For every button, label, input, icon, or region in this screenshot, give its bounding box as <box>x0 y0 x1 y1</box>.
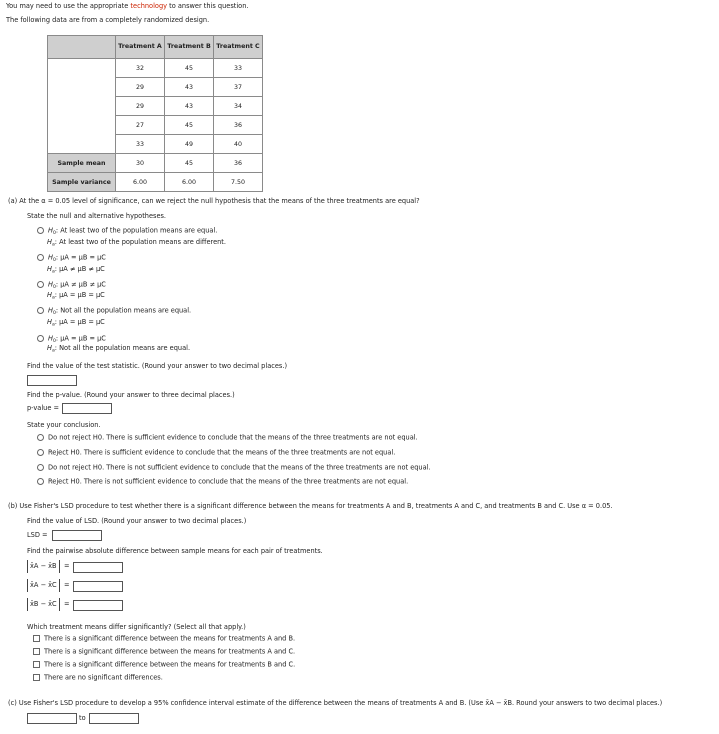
equals-ab: = <box>64 562 70 570</box>
table-cell: 49 <box>165 135 214 154</box>
table-row <box>48 59 263 78</box>
conclusion-1-text: Do not reject H0. There is sufficient evidence to conclude that the means of the three treatments are not equal. <box>48 433 418 442</box>
data-table <box>47 35 263 192</box>
diff-ac-input[interactable] <box>73 581 123 592</box>
hypothesis-option-5-ha: $H_a$: Not all the population means are equal. <box>47 344 191 354</box>
radio-button[interactable] <box>37 449 44 456</box>
hypothesis-option-1[interactable]: $H_0$: At least two of the population means are equal. <box>37 227 217 236</box>
hypothesis-option-2-ha: $H_a$: μA ≠ μB ≠ μC <box>47 265 105 275</box>
hypothesis-option-2[interactable]: $H_0$: μA = μB = μC <box>37 254 106 263</box>
conclusion-option-3[interactable] <box>37 464 431 472</box>
sample-variance-label: Sample variance <box>48 173 116 192</box>
table-cell: 45 <box>165 154 214 173</box>
abs-diff-bc: x̄B − x̄C <box>27 598 60 611</box>
checkbox[interactable] <box>33 648 40 655</box>
sample-mean-label: Sample mean <box>48 154 116 173</box>
option-5-h0: : μA = μB = μC <box>55 334 106 343</box>
checkbox[interactable] <box>33 661 40 668</box>
table-cell: 6.00 <box>165 173 214 192</box>
option-4-ha: : μA = μB = μC <box>54 318 105 326</box>
table-cell: 32 <box>116 59 165 78</box>
sample-variance-row <box>48 173 263 192</box>
pairwise-label: Find the pairwise absolute difference between sample means for each pair of treatments. <box>27 547 323 555</box>
test-statistic-input[interactable] <box>27 375 77 386</box>
hypothesis-option-5[interactable]: $H_0$: μA = μB = μC <box>37 335 106 344</box>
option-3-ha: : μA = μB = μC <box>54 291 105 299</box>
p-value-label: p-value = <box>27 404 60 412</box>
find-test-statistic-label: Find the value of the test statistic. (Round your answer to two decimal places.) <box>27 362 288 370</box>
conclusion-option-1[interactable] <box>37 434 418 442</box>
ci-upper-input[interactable] <box>89 713 139 724</box>
checkbox-option-4[interactable] <box>33 674 163 682</box>
table-cell: 43 <box>165 97 214 116</box>
table-cell: 30 <box>116 154 165 173</box>
option-4-h0: : Not all the population means are equal. <box>55 306 192 315</box>
checkbox[interactable] <box>33 635 40 642</box>
technology-link[interactable]: technology <box>130 2 168 10</box>
option-3-h0: : μA ≠ μB ≠ μC <box>55 280 106 289</box>
radio-button[interactable] <box>37 307 44 314</box>
table-cell: 7.50 <box>214 173 263 192</box>
table-cell: 36 <box>214 154 263 173</box>
conclusion-4-text: Reject H0. There is not sufficient evidence to conclude that the means of the three treatments are not equal. <box>48 477 409 486</box>
radio-button[interactable] <box>37 464 44 471</box>
table-cell: 29 <box>116 78 165 97</box>
option-1-ha: : At least two of the population means are different. <box>54 238 226 246</box>
table-cell: 33 <box>116 135 165 154</box>
option-2-ha: : μA ≠ μB ≠ μC <box>54 265 105 273</box>
header-treatment-c: Treatment C <box>214 36 263 59</box>
diff-bc-input[interactable] <box>73 600 123 611</box>
find-p-value-label: Find the p-value. (Round your answer to three decimal places.) <box>27 391 235 399</box>
part-a-question: (a) At the α = 0.05 level of significance, can we reject the null hypothesis that the means of the three treatments are equal? <box>8 197 420 205</box>
lsd-label: LSD = <box>27 531 48 539</box>
table-cell: 45 <box>165 116 214 135</box>
radio-button[interactable] <box>37 227 44 234</box>
table-cell: 27 <box>116 116 165 135</box>
radio-button[interactable] <box>37 478 44 485</box>
conclusion-option-2[interactable] <box>37 449 395 457</box>
abs-diff-ab: x̄A − x̄B <box>27 560 60 573</box>
table-cell: 6.00 <box>116 173 165 192</box>
table-header-row <box>48 36 263 59</box>
checkbox-1-text: There is a significant difference between the means for treatments A and B. <box>44 634 296 643</box>
intro-line-1 <box>6 3 248 11</box>
intro-text: You may need to use the appropriate <box>6 2 131 10</box>
radio-button[interactable] <box>37 254 44 261</box>
option-1-h0: : At least two of the population means are equal. <box>55 226 218 235</box>
option-2-h0: : μA = μB = μC <box>55 253 106 262</box>
hypothesis-option-3-ha: $H_a$: μA = μB = μC <box>47 291 105 301</box>
diff-ab-input[interactable] <box>73 562 123 573</box>
checkbox-4-text: There are no significant differences. <box>44 673 163 682</box>
equals-ac: = <box>64 581 70 589</box>
checkbox-option-2[interactable] <box>33 648 295 656</box>
sample-mean-row <box>48 154 263 173</box>
radio-button[interactable] <box>37 281 44 288</box>
hypothesis-option-4[interactable]: $H_0$: Not all the population means are equal. <box>37 307 191 316</box>
conclusion-3-text: Do not reject H0. There is not sufficient evidence to conclude that the means of the three treatments are not equal. <box>48 463 431 472</box>
table-cell: 45 <box>165 59 214 78</box>
hypothesis-option-1-ha: $H_a$: At least two of the population means are different. <box>47 238 226 248</box>
ci-lower-input[interactable] <box>27 713 77 724</box>
conclusion-2-text: Reject H0. There is sufficient evidence to conclude that the means of the three treatments are not equal. <box>48 448 396 457</box>
table-cell: 43 <box>165 78 214 97</box>
checkbox-2-text: There is a significant difference between the means for treatments A and C. <box>44 647 296 656</box>
checkbox-option-1[interactable] <box>33 635 295 643</box>
equals-bc: = <box>64 600 70 608</box>
which-differ-label: Which treatment means differ significantly? (Select all that apply.) <box>27 623 246 631</box>
table-cell: 40 <box>214 135 263 154</box>
p-value-input[interactable] <box>62 403 112 414</box>
intro-text-post: to answer this question. <box>167 2 249 10</box>
state-hypotheses-label: State the null and alternative hypotheses. <box>27 212 167 220</box>
option-5-ha: : Not all the population means are equal. <box>54 344 191 352</box>
part-c-question: (c) Use Fisher's LSD procedure to develop a 95% confidence interval estimate of the difference between the means of treatments A and B. (Use x̄A − x̄B. Round your answers to two decimal places.) <box>8 699 663 707</box>
part-b-question: (b) Use Fisher's LSD procedure to test whether there is a significant difference between the means for treatments A and B, treatments A and C, and treatments B and C. Use α = 0.05. <box>8 502 613 510</box>
radio-button[interactable] <box>37 335 44 342</box>
checkbox-option-3[interactable] <box>33 661 295 669</box>
table-cell: 37 <box>214 78 263 97</box>
table-cell: 29 <box>116 97 165 116</box>
radio-button[interactable] <box>37 434 44 441</box>
lsd-input[interactable] <box>52 530 102 541</box>
table-cell: 36 <box>214 116 263 135</box>
find-lsd-label: Find the value of LSD. (Round your answer to two decimal places.) <box>27 517 247 525</box>
header-treatment-a: Treatment A <box>116 36 165 59</box>
table-cell: 34 <box>214 97 263 116</box>
hypothesis-option-4-ha: $H_a$: μA = μB = μC <box>47 318 105 328</box>
conclusion-option-4[interactable] <box>37 478 408 486</box>
checkbox[interactable] <box>33 674 40 681</box>
state-conclusion-label: State your conclusion. <box>27 421 101 429</box>
table-corner <box>48 36 116 59</box>
table-blank-label <box>48 59 116 154</box>
checkbox-3-text: There is a significant difference between the means for treatments B and C. <box>44 660 296 669</box>
header-treatment-b: Treatment B <box>165 36 214 59</box>
intro-line-2: The following data are from a completely randomized design. <box>6 16 210 24</box>
abs-diff-ac: x̄A − x̄C <box>27 579 60 592</box>
to-label: to <box>79 714 86 722</box>
table-cell: 33 <box>214 59 263 78</box>
hypothesis-option-3[interactable]: $H_0$: μA ≠ μB ≠ μC <box>37 281 106 290</box>
